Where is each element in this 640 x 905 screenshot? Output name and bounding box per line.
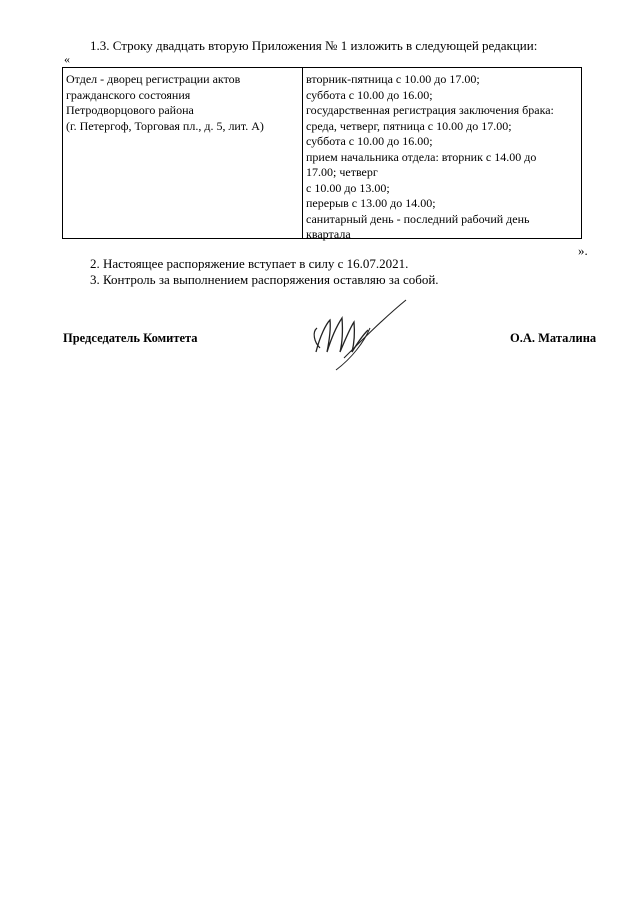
schedule-line: среда, четверг, пятница с 10.00 до 17.00; (306, 118, 512, 133)
handwritten-signature (300, 296, 420, 372)
signer-title: Председатель Комитета (63, 331, 198, 345)
schedule-line: государственная регистрация заключения брака: (306, 103, 554, 117)
schedule-line: квартала (306, 227, 351, 241)
close-quote: ». (578, 243, 588, 258)
schedule-line: 17.00; четверг (306, 165, 378, 179)
schedule-table (62, 67, 582, 239)
schedule-line: санитарный день - последний рабочий день (306, 211, 530, 226)
department-line: гражданского состояния (66, 87, 191, 102)
effective-date-paragraph: 2. Настоящее распоряжение вступает в силу с 16.07.2021. (90, 256, 409, 271)
schedule-line: с 10.00 до 13.00; (306, 180, 390, 195)
schedule-line: перерыв с 13.00 до 14.00; (306, 196, 436, 210)
schedule-line: вторник-пятница с 10.00 до 17.00; (306, 72, 480, 86)
department-cell (63, 68, 303, 238)
signer-name: О.А. Маталина (510, 331, 597, 345)
control-paragraph: 3. Контроль за выполнением распоряжения оставляю за собой. (90, 272, 439, 287)
schedule-line: прием начальника отдела: вторник с 14.00 до (306, 149, 537, 164)
department-line: Отдел - дворец регистрации актов (66, 72, 241, 86)
schedule-line: суббота с 10.00 до 16.00; (306, 87, 433, 102)
open-quote: « (64, 52, 70, 66)
department-line: (г. Петергоф, Торговая пл., д. 5, лит. А) (66, 118, 264, 133)
intro-paragraph: 1.3. Строку двадцать вторую Приложения № 1 изложить в следующей редакции: (90, 38, 538, 53)
schedule-line: суббота с 10.00 до 16.00; (306, 134, 433, 148)
schedule-cell (303, 68, 581, 241)
department-line: Петродворцового района (66, 103, 194, 117)
